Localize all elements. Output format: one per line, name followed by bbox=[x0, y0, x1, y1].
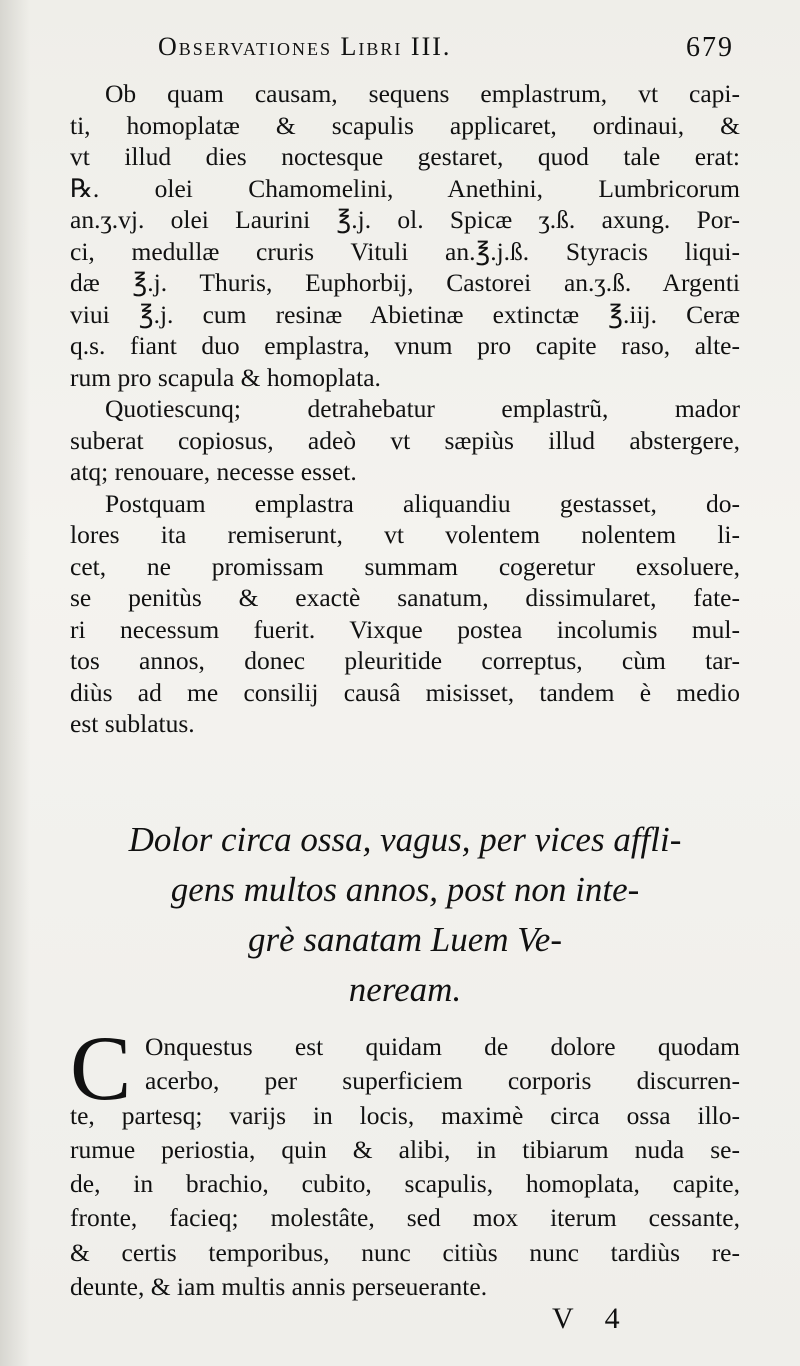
text-line: ri necessum fuerit. Vixque postea incolumis mul- bbox=[70, 614, 740, 644]
text-line: suberat copiosus, adeò vt sæpiùs illud abstergere, bbox=[70, 425, 740, 455]
signature-mark: V 4 bbox=[552, 1302, 632, 1335]
text-line: q.s. fiant duo emplastra, vnum pro capite raso, alte- bbox=[70, 331, 740, 360]
text-line: fronte, facieq; molestâte, sed mox iterum cessante, bbox=[70, 1203, 740, 1233]
text-line: rumue periostia, quin & alibi, in tibiarum nuda se- bbox=[70, 1134, 740, 1164]
drop-cap: C bbox=[70, 1017, 132, 1119]
paragraph-4 bbox=[70, 1017, 740, 1304]
title-line: neream. bbox=[348, 970, 462, 1009]
text-line: an.ʒ.vj. olei Laurini ℥.j. ol. Spicæ ʒ.ß. axung. Por- bbox=[70, 205, 740, 234]
text-line: & certis temporibus, nunc citiùs nunc tardiùs re- bbox=[70, 1237, 740, 1267]
text-line: te, partesq; varijs in locis, maximè circa ossa illo- bbox=[70, 1100, 740, 1130]
text-line: vt illud dies noctesque gestaret, quod tale erat: bbox=[70, 142, 740, 171]
text-line: diùs ad me consilij causâ misisset, tandem è medio bbox=[70, 677, 740, 707]
text-line: atq; renouare, necesse esset. bbox=[70, 457, 357, 486]
text-line: Quotiescunq; detrahebatur emplastrũ, mador bbox=[105, 394, 740, 423]
paragraph-2 bbox=[70, 393, 740, 488]
text-line: cet, ne promissam summam cogeretur exsoluere, bbox=[70, 551, 740, 581]
text-line: viui ℥.j. cum resinæ Abietinæ extinctæ ℥.iij. Ceræ bbox=[70, 299, 740, 329]
text-line: Postquam emplastra aliquandiu gestasset, do- bbox=[105, 488, 740, 518]
text-line: est sublatus. bbox=[70, 709, 195, 738]
section-title bbox=[70, 815, 740, 1015]
text-line: ℞. olei Chamomelini, Anethini, Lumbricorum bbox=[70, 173, 740, 203]
title-line: grè sanatam Luem Ve- bbox=[248, 920, 562, 959]
main-text bbox=[70, 78, 740, 740]
text-line: deunte, & iam multis annis perseuerante. bbox=[70, 1272, 488, 1302]
text-line: ti, homoplatæ & scapulis applicaret, ordinaui, & bbox=[70, 110, 740, 140]
text-line: acerbo, per superficiem corporis discurren- bbox=[145, 1066, 740, 1096]
running-title: Observationes Libri III. bbox=[158, 32, 452, 61]
text-line: Ob quam causam, sequens emplastrum, vt capi- bbox=[105, 79, 740, 108]
text-line: rum pro scapula & homoplata. bbox=[70, 362, 381, 392]
page-edge-shadow bbox=[0, 0, 30, 1366]
text-line: de, in brachio, cubito, scapulis, homoplata, capite, bbox=[70, 1169, 740, 1199]
text-line: se penitùs & exactè sanatum, dissimularet, fate- bbox=[70, 583, 740, 612]
text-line: Onquestus est quidam de dolore quodam bbox=[145, 1032, 740, 1061]
title-line: gens multos annos, post non inte- bbox=[170, 870, 640, 909]
paragraph-1 bbox=[70, 78, 740, 393]
page-number: 679 bbox=[686, 32, 734, 63]
text-line: ci, medullæ cruris Vituli an.℥.j.ß. Styracis liqui- bbox=[70, 236, 740, 266]
text-line: dæ ℥.j. Thuris, Euphorbij, Castorei an.ʒ.ß. Argenti bbox=[70, 268, 740, 297]
page-header bbox=[150, 32, 734, 72]
text-line: tos annos, donec pleuritide correptus, cùm tar- bbox=[70, 646, 740, 675]
text-line: lores ita remiserunt, vt volentem nolentem li- bbox=[70, 520, 740, 549]
title-line: Dolor circa ossa, vagus, per vices affli- bbox=[128, 820, 682, 859]
paragraph-3 bbox=[70, 488, 740, 740]
